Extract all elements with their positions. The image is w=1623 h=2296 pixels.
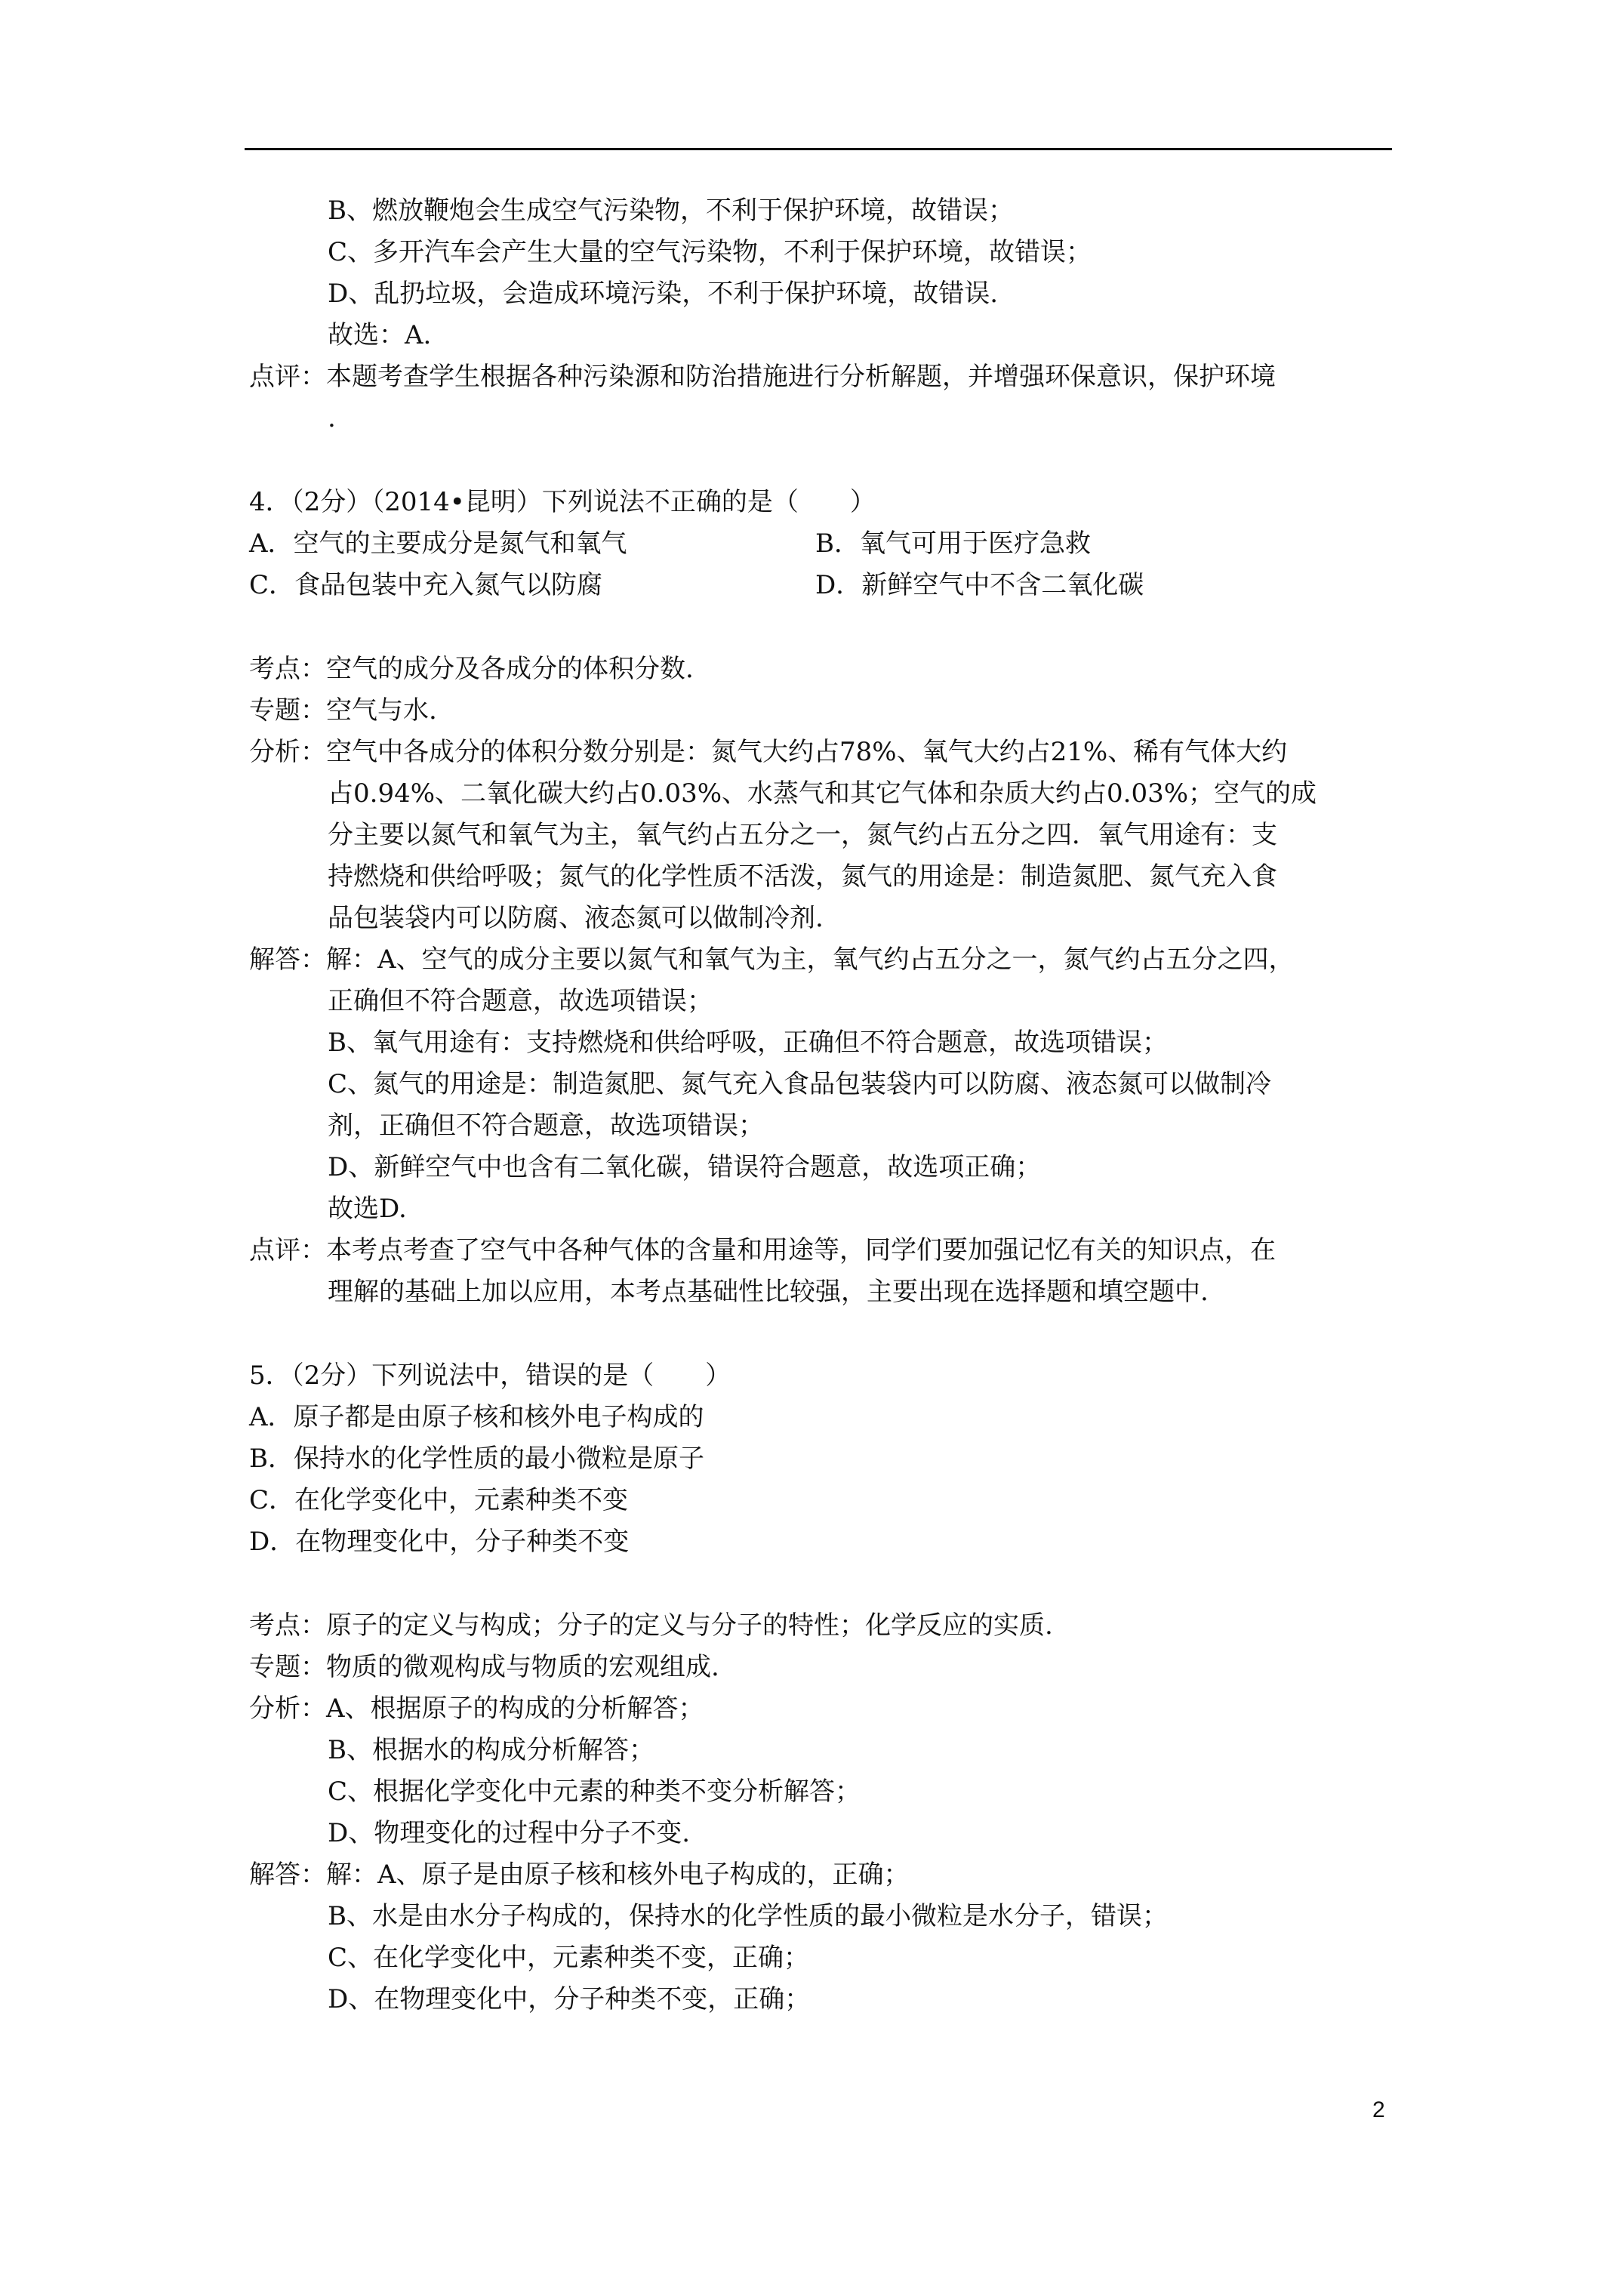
fenxi-line: 占0.94%、二氧化碳大约占0.03%、水蒸气和其它气体和杂质大约占0.03%；空气的成 [328, 778, 1317, 809]
fenxi-line: 分析：A、根据原子的构成的分析解答； [249, 1693, 704, 1724]
jieda-line: C、氮气的用途是：制造氮肥、氮气充入食品包装袋内可以防腐、液态氮可以做制冷 [328, 1069, 1272, 1099]
header-rule [245, 148, 1392, 150]
kaodian-line: 考点：原子的定义与构成；分子的定义与分子的特性；化学反应的实质. [249, 1610, 1053, 1641]
answer-line: B、燃放鞭炮会生成空气污染物，不利于保护环境，故错误； [328, 196, 1014, 226]
option-c: C．食品包装中充入氮气以防腐 [249, 570, 603, 600]
jieda-line: D、新鲜空气中也含有二氧化碳，错误符合题意，故选项正确； [328, 1152, 1042, 1182]
document-body [249, 190, 1404, 2020]
jieda-line: C、在化学变化中，元素种类不变，正确； [328, 1943, 810, 1973]
fenxi-line: C、根据化学变化中元素的种类不变分析解答； [328, 1777, 861, 1807]
option-b: B．保持水的化学性质的最小微粒是原子 [249, 1444, 704, 1474]
option-a: A．空气的主要成分是氮气和氧气 [249, 529, 627, 559]
zhuanti-line: 专题：空气与水. [249, 695, 437, 726]
dianping-line: 点评：本考点考查了空气中各种气体的含量和用途等，同学们要加强记忆有关的知识点，在 [249, 1235, 1276, 1265]
fenxi-line: B、根据水的构成分析解答； [328, 1735, 654, 1765]
question-stem: 5．（2分）下列说法中，错误的是（ ） [249, 1361, 731, 1391]
answer-line: 故选：A. [328, 320, 432, 350]
previous-answer-block [249, 190, 1404, 439]
option-c: C．在化学变化中，元素种类不变 [249, 1485, 629, 1515]
jieda-line: 正确但不符合题意，故选项错误； [328, 986, 713, 1016]
option-d: D．新鲜空气中不含二氧化碳 [815, 570, 1144, 600]
jieda-line: B、氧气用途有：支持燃烧和供给呼吸，正确但不符合题意，故选项错误； [328, 1028, 1168, 1058]
fenxi-line: 品包装袋内可以防腐、液态氮可以做制冷剂. [328, 903, 824, 933]
option-b: B．氧气可用于医疗急救 [815, 529, 1091, 559]
comment-line: 点评：本题考查学生根据各种污染源和防治措施进行分析解题，并增强环保意识，保护环境 [249, 362, 1276, 392]
options-row [249, 523, 1404, 565]
fenxi-line: 分主要以氮气和氧气为主，氧气约占五分之一，氮气约占五分之四．氧气用途有：支 [328, 820, 1277, 850]
question-4 [249, 482, 1404, 1313]
dianping-line: 理解的基础上加以应用，本考点基础性比较强，主要出现在选择题和填空题中. [328, 1277, 1209, 1307]
fenxi-line: 分析：空气中各成分的体积分数分别是：氮气大约占78%、氧气大约占21%、稀有气体大约 [249, 737, 1288, 767]
jieda-line: B、水是由水分子构成的，保持水的化学性质的最小微粒是水分子，错误； [328, 1901, 1168, 1931]
jieda-line: 解答：解：A、原子是由原子核和核外电子构成的，正确； [249, 1860, 910, 1890]
kaodian-line: 考点：空气的成分及各成分的体积分数. [249, 654, 694, 684]
jieda-line: D、在物理变化中，分子种类不变，正确； [328, 1984, 811, 2014]
jieda-line: 故选D. [328, 1194, 407, 1224]
comment-line: . [328, 403, 336, 433]
page-number: 2 [1372, 2097, 1385, 2122]
options-row [249, 565, 1404, 606]
jieda-line: 解答：解：A、空气的成分主要以氮气和氧气为主，氧气约占五分之一，氮气约占五分之四， [249, 945, 1295, 975]
fenxi-line: D、物理变化的过程中分子不变. [328, 1818, 691, 1848]
option-a: A．原子都是由原子核和核外电子构成的 [249, 1402, 704, 1432]
question-stem: 4．（2分）（2014•昆明）下列说法不正确的是（ ） [249, 487, 876, 517]
zhuanti-line: 专题：物质的微观构成与物质的宏观组成. [249, 1652, 719, 1682]
fenxi-line: 持燃烧和供给呼吸；氮气的化学性质不活泼，氮气的用途是：制造氮肥、氮气充入食 [328, 861, 1277, 892]
answer-line: D、乱扔垃圾，会造成环境污染，不利于保护环境，故错误. [328, 279, 999, 309]
question-5 [249, 1355, 1404, 2020]
answer-line: C、多开汽车会产生大量的空气污染物，不利于保护环境，故错误； [328, 237, 1092, 267]
option-d: D．在物理变化中，分子种类不变 [249, 1527, 630, 1557]
jieda-line: 剂，正确但不符合题意，故选项错误； [328, 1111, 764, 1141]
